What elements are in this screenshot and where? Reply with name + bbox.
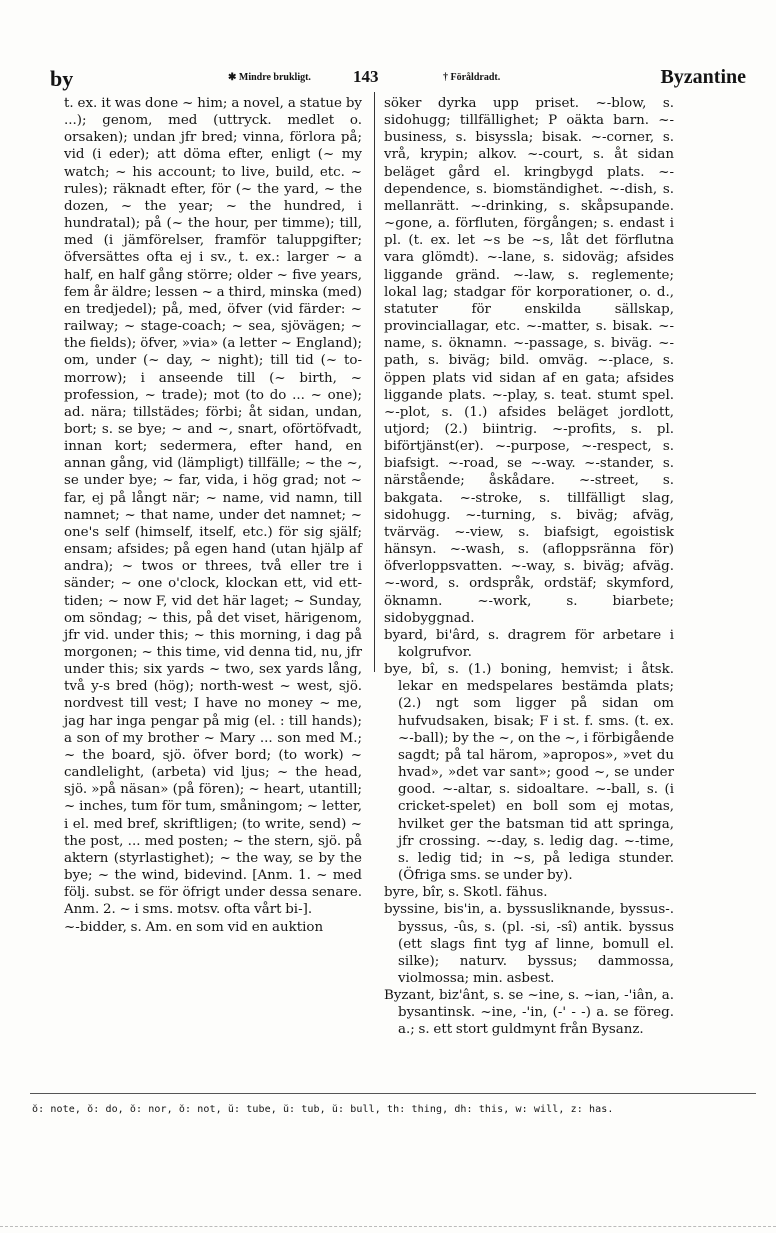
page-number: 143 (353, 67, 379, 86)
dictionary-paragraph: söker dyrka upp priset. ~-blow, s. sidohugg; tillfällighet; P oäkta barn. ~-business, s. bisyssla; bisak. ~-corner, s. vrå, krypin; alkov. ~-court, s. åt sidan beläget gård el. kringbygd plats. ~-dependence, s. biomständighet. ~-dish, s. mellanrätt. ~-drinking, s. skåpsupande. ~gone, a. förfluten, förgången; s. endast i pl. (t. ex. let ~s be ~s, låt det förflutna vara glömdt). ~-lane, s. sidoväg; afsides liggande gränd. ~-law, s. reglemente; lokal lag; stadgar för korporationer, o. d., statuter för enskilda sällskap, provinciallagar, etc. ~-matter, s. bisak. ~-name, s. öknamn. ~-passage, s. biväg. ~-path, s. biväg; bild. omväg. ~-place, s. öppen plats vid sidan af en gata; afsides liggande plats. ~-play, s. teat. stumt spel. ~-plot, s. (1.) afsides beläget jordlott, utjord; (2.) biintrig. ~-profits, s. pl. biförtjänst(er). ~-purpose, ~-respect, s. biafsigt. ~-road, se ~-way. ~-stander, s. närstående; åskådare. ~-street, s. bakgata. ~-stroke, s. tillfälligt slag, sidohugg. ~-turning, s. biväg; afväg, tvärväg. ~-view, s. biafsigt, egoistisk hänsyn. ~-wash, s. (afloppsränna för) öfverloppsvatten. ~-way, s. biväg; afväg. ~-word, s. ordspråk, ordstäf; skymford, öknamn. ~-work, s. biarbete; sidobyggnad. (384, 96, 674, 626)
page-header (38, 66, 750, 90)
left-column (64, 95, 362, 936)
headword-left: by (50, 66, 74, 91)
obsolete-note: ✱ Mindre brukligt. (228, 72, 311, 83)
footer-rule (30, 1093, 756, 1094)
entry-byre: byre, bîr, s. Skotl. fähus. (384, 885, 548, 901)
dictionary-entry: ~-bidder, s. Am. en som vid en auktion (64, 919, 324, 935)
column-divider (374, 92, 375, 672)
entry-bye: bye, bî, s. (1.) boning, hemvist; i åtsk. lekar en medspelares bestämda plats; (2.) ngt som ligger på sidan om hufvudsaken, bisak; F i st. f. sms. (t. ex. ~-ball); by the ~, on the ~, i förbigående sagdt; på tal härom, »apropos», »vet du hvad», »det var sant»; good ~, se under good. ~-altar, s. sidoaltare. ~-ball, s. (i cricket-spelet) en boll som ej motas, hvilket ger the batsman tid att springa, jfr crossing. ~-day, s. ledig dag. ~-time, s. ledig tid; in ~s, på lediga stunder. (Öfriga sms. se under by). (384, 662, 674, 884)
pronunciation-key: ŏ: note, ŏ: do, ŏ: nor, ŏ: not, ŭ: tube, ŭ: tub, ŭ: bull, th: thing, dh: this, w: will, z: has. (32, 1104, 614, 1115)
page-edge (0, 1226, 776, 1228)
dictionary-paragraph: t. ex. it was done ~ him; a novel, a statue by ...); genom, med (uttryck. medlet o. orsaken); undan jfr bred; vinna, förlora på; vid (i eder); att döma efter, enligt (~ my watch; ~ his account; to live, build, etc. ~ rules); räknadt efter, för (~ the yard, ~ the dozen, ~ the year; ~ the hundred, i hundratal); på (~ the hour, per timme); till, med (i jämförelser, framför taluppgifter; öfversättes ofta ej i sv., t. ex.: larger ~ a half, en half gång större; older ~ five years, fem år äldre; lessen ~ a third, minska (med) en tredjedel); på, med, öfver (vid färder: ~ railway; ~ stage-coach; ~ sea, sjövägen; ~ the fields); öfver, »via» (a letter ~ England); om, under (~ day, ~ night); till tid (~ to-morrow); i anseende till (~ birth, ~ profession, ~ trade); mot (to do ... ~ one); ad. nära; tillstädes; förbi; åt sidan, undan, bort; s. se bye; ~ and ~, snart, oförtöfvadt, innan kort; sedermera, efter hand, en annan gång, vid (lämpligt) tillfälle; ~ the ~, se under bye; ~ far, vida, i hög grad; not ~ far, ej på långt när; ~ name, vid namn, till namnet; ~ that name, under det namnet; ~ one's self (himself, itself, etc.) för sig själf; ensam; afsides; på egen hand (utan hjälp af andra); ~ twos or threes, två eller tre i sänder; ~ one o'clock, klockan ett, vid ett-tiden; ~ now F, vid det här laget; ~ Sunday, om söndag; ~ this, på det viset, härigenom, jfr vid. under this; ~ this morning, i dag på morgonen; ~ this time, vid denna tid, nu, jfr under this; six yards ~ two, sex yards lång, två y-s bred (hög); north-west ~ west, sjö. nordvest till vest; I have no money ~ me, jag har inga pengar på mig (el. : till hands); a son of my brother ~ Mary ... son med M.; ~ the board, sjö. öfver bord; (to work) ~ candlelight, (arbeta) vid ljus; ~ the head, sjö. »på näsan» (på fören); ~ heart, utantill; ~ inches, tum för tum, småningom; ~ letter, i el. med bref, skriftligen; (to write, send) ~ the post, ... med posten; ~ the stern, sjö. på aktern (styrlastighet); ~ the way, se by the bye; ~ the wind, bidevind. [Anm. 1. ~ med följ. subst. se för öfrigt under dessa senare. Anm. 2. ~ i sms. motsv. ofta vårt bi-]. (64, 96, 362, 918)
headword-right: Byzantine (660, 66, 746, 88)
right-column (384, 95, 674, 1039)
entry-byssine: byssine, bis'in, a. byssusliknande, byssus-. byssus, -ûs, s. (pl. -si, -sî) antik. byssus (ett slags fint tyg af linne, bomull el. silke); naturv. byssus; dammossa, violmossa; min. asbest. (384, 902, 674, 986)
archaic-note: † Föråldradt. (443, 72, 501, 83)
entry-byzant: Byzant, biz'ânt, s. se ~ine, s. ~ian, -'iân, a. bysantinsk. ~ine, -'in, (-' - -) a. se föreg. a.; s. ett stort guldmynt från Bysanz. (384, 988, 674, 1038)
entry-byard: byard, bi'ârd, s. dragrem för arbetare i kolgrufvor. (384, 627, 674, 660)
